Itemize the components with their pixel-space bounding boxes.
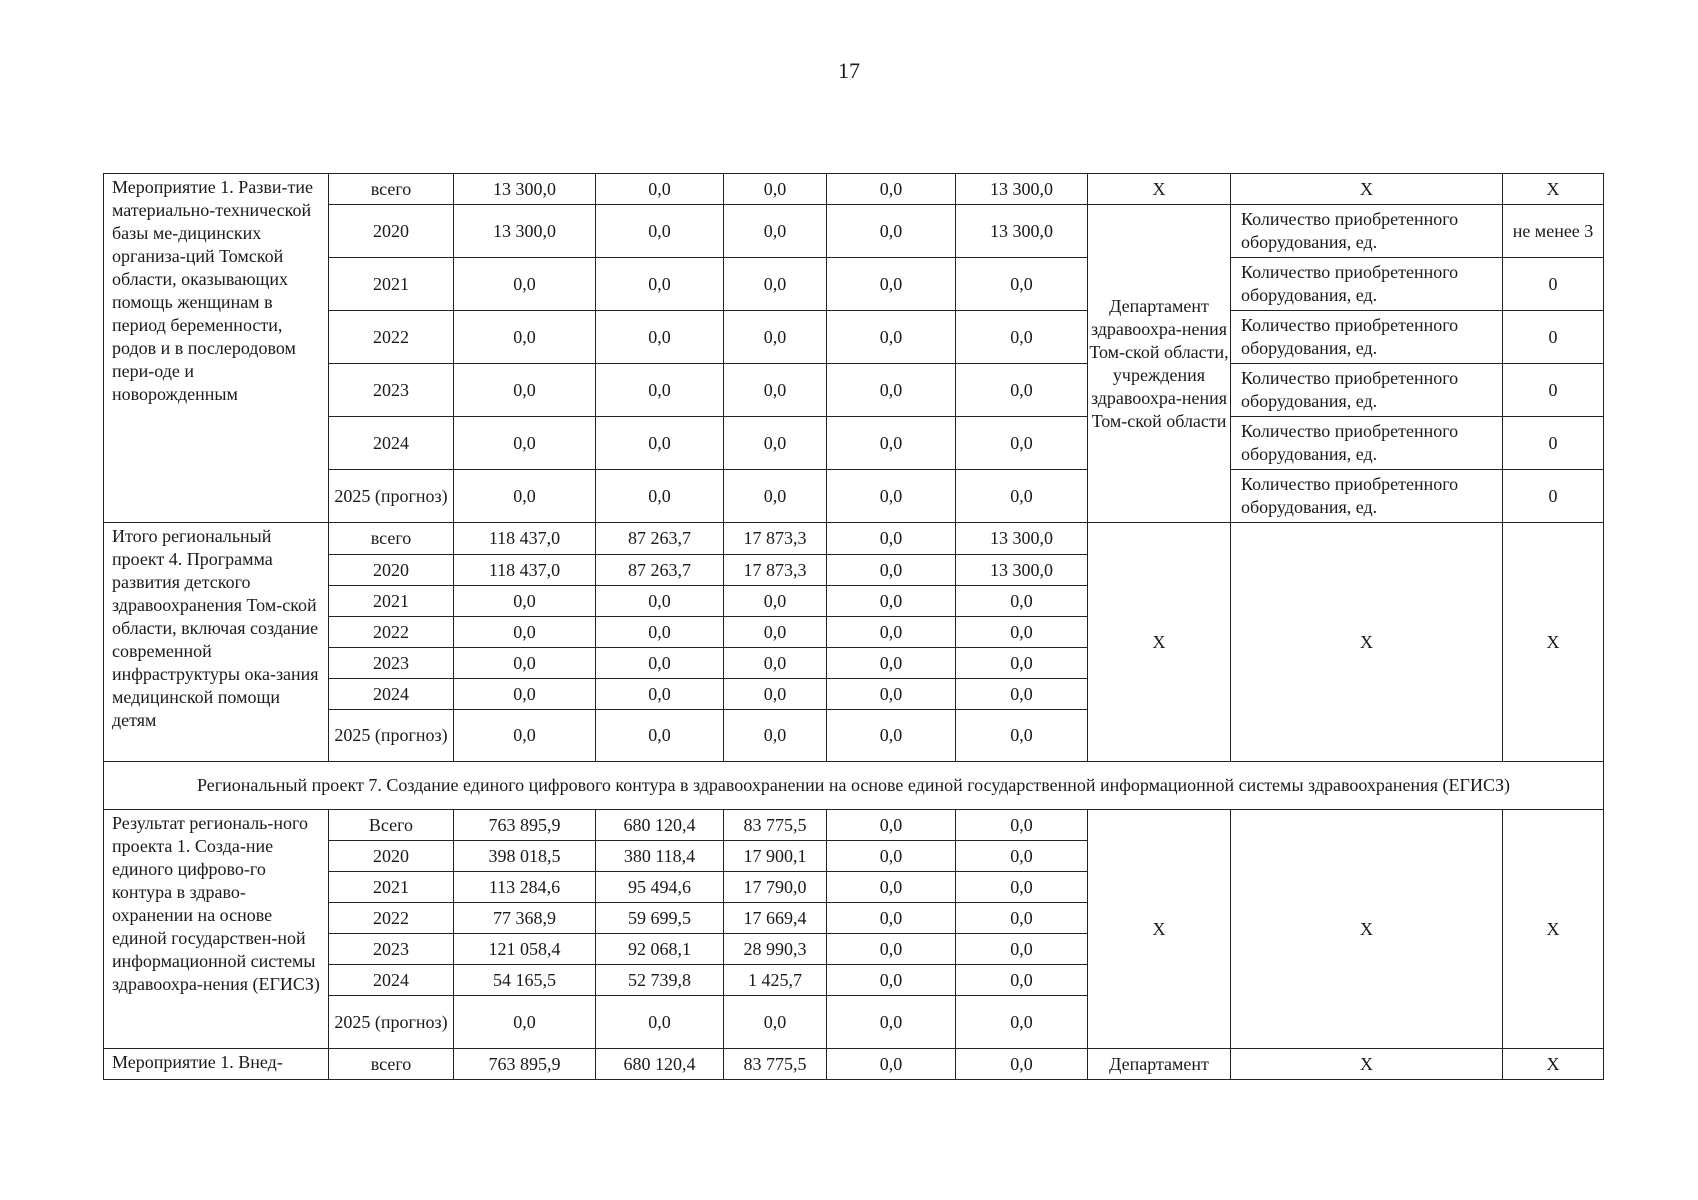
value-cell: 17 873,3	[724, 523, 827, 555]
value-cell: 0,0	[827, 617, 956, 648]
indicator-cell: X	[1231, 1049, 1503, 1080]
table-row	[104, 523, 1604, 555]
value-cell: 87 263,7	[596, 523, 724, 555]
value-cell: 0,0	[596, 586, 724, 617]
year-cell: 2021	[329, 258, 454, 311]
value-cell: 0,0	[454, 996, 596, 1049]
year-cell: всего	[329, 174, 454, 205]
value-cell: 0,0	[724, 617, 827, 648]
indicator-cell: Количество приобретенного оборудования, ед.	[1231, 311, 1503, 364]
page-number: 17	[838, 58, 860, 83]
value-cell: 17 790,0	[724, 872, 827, 903]
value-cell: 54 165,5	[454, 965, 596, 996]
value-cell: 113 284,6	[454, 872, 596, 903]
value-cell: 0,0	[956, 258, 1088, 311]
value-cell: 398 018,5	[454, 841, 596, 872]
year-cell: 2025 (прогноз)	[329, 996, 454, 1049]
value-cell: 118 437,0	[454, 555, 596, 586]
value-cell: 0,0	[454, 470, 596, 523]
value-cell: 0,0	[827, 648, 956, 679]
value-cell: 0,0	[827, 710, 956, 762]
value-cell: 0,0	[724, 417, 827, 470]
year-cell: 2023	[329, 648, 454, 679]
value-cell: 0,0	[596, 679, 724, 710]
year-cell: 2023	[329, 934, 454, 965]
value-cell: 0,0	[956, 617, 1088, 648]
indicator-cell: Количество приобретенного оборудования, ед.	[1231, 258, 1503, 311]
indicator-cell: Количество приобретенного оборудования, ед.	[1231, 417, 1503, 470]
executor-cell: X	[1088, 174, 1231, 205]
year-cell: всего	[329, 523, 454, 555]
value-cell: 0,0	[827, 1049, 956, 1080]
target-cell: X	[1503, 810, 1604, 1049]
value-cell: 0,0	[724, 648, 827, 679]
year-cell: 2025 (прогноз)	[329, 470, 454, 523]
value-cell: 59 699,5	[596, 903, 724, 934]
value-cell: 0,0	[956, 364, 1088, 417]
value-cell: 0,0	[956, 1049, 1088, 1080]
value-cell: 0,0	[596, 364, 724, 417]
value-cell: 0,0	[454, 311, 596, 364]
value-cell: 92 068,1	[596, 934, 724, 965]
value-cell: 0,0	[827, 810, 956, 841]
value-cell: 0,0	[827, 311, 956, 364]
value-cell: 0,0	[827, 555, 956, 586]
value-cell: 13 300,0	[956, 555, 1088, 586]
year-cell: 2024	[329, 417, 454, 470]
value-cell: 83 775,5	[724, 1049, 827, 1080]
target-cell: 0	[1503, 311, 1604, 364]
value-cell: 0,0	[827, 586, 956, 617]
year-cell: всего	[329, 1049, 454, 1080]
executor-cell: X	[1088, 523, 1231, 762]
value-cell: 0,0	[956, 841, 1088, 872]
value-cell: 0,0	[827, 470, 956, 523]
value-cell: 0,0	[596, 258, 724, 311]
value-cell: 0,0	[956, 934, 1088, 965]
indicator-cell: X	[1231, 174, 1503, 205]
program-table	[103, 173, 1604, 1080]
value-cell: 0,0	[454, 258, 596, 311]
value-cell: 118 437,0	[454, 523, 596, 555]
value-cell: 87 263,7	[596, 555, 724, 586]
value-cell: 0,0	[596, 205, 724, 258]
value-cell: 0,0	[454, 586, 596, 617]
value-cell: 0,0	[454, 648, 596, 679]
value-cell: 13 300,0	[454, 205, 596, 258]
value-cell: 0,0	[956, 470, 1088, 523]
table-row	[104, 258, 1604, 311]
value-cell: 1 425,7	[724, 965, 827, 996]
value-cell: 680 120,4	[596, 810, 724, 841]
value-cell: 0,0	[827, 364, 956, 417]
target-cell: 0	[1503, 470, 1604, 523]
value-cell: 0,0	[827, 903, 956, 934]
value-cell: 380 118,4	[596, 841, 724, 872]
table-row	[104, 470, 1604, 523]
value-cell: 17 669,4	[724, 903, 827, 934]
value-cell: 17 873,3	[724, 555, 827, 586]
value-cell: 0,0	[724, 311, 827, 364]
executor-cell: Департамент	[1088, 1049, 1231, 1080]
activity-name: Итого региональный проект 4. Программа развития детского здравоохранения Том-ской области, включая создание современной инфраструктуры ока-зания медицинской помощи детям	[104, 523, 329, 762]
value-cell: 0,0	[724, 258, 827, 311]
value-cell: 0,0	[827, 205, 956, 258]
value-cell: 0,0	[454, 710, 596, 762]
activity-name: Мероприятие 1. Внед-	[104, 1049, 329, 1080]
year-cell: 2023	[329, 364, 454, 417]
value-cell: 0,0	[454, 679, 596, 710]
value-cell: 0,0	[827, 523, 956, 555]
value-cell: 0,0	[956, 903, 1088, 934]
value-cell: 0,0	[956, 872, 1088, 903]
value-cell: 0,0	[724, 586, 827, 617]
year-cell: 2024	[329, 965, 454, 996]
value-cell: 0,0	[596, 174, 724, 205]
target-cell: 0	[1503, 258, 1604, 311]
year-cell: Всего	[329, 810, 454, 841]
indicator-cell: Количество приобретенного оборудования, ед.	[1231, 205, 1503, 258]
year-cell: 2022	[329, 903, 454, 934]
value-cell: 0,0	[596, 417, 724, 470]
value-cell: 0,0	[827, 174, 956, 205]
value-cell: 0,0	[956, 311, 1088, 364]
value-cell: 0,0	[956, 710, 1088, 762]
value-cell: 0,0	[596, 311, 724, 364]
value-cell: 13 300,0	[956, 523, 1088, 555]
indicator-cell: Количество приобретенного оборудования, ед.	[1231, 470, 1503, 523]
value-cell: 0,0	[827, 965, 956, 996]
value-cell: 0,0	[596, 470, 724, 523]
year-cell: 2024	[329, 679, 454, 710]
value-cell: 0,0	[724, 174, 827, 205]
target-cell: 0	[1503, 364, 1604, 417]
value-cell: 0,0	[827, 934, 956, 965]
year-cell: 2020	[329, 205, 454, 258]
value-cell: 0,0	[827, 996, 956, 1049]
target-cell: X	[1503, 174, 1604, 205]
year-cell: 2021	[329, 586, 454, 617]
value-cell: 0,0	[724, 710, 827, 762]
target-cell: не менее 3	[1503, 205, 1604, 258]
target-cell: X	[1503, 523, 1604, 762]
indicator-cell: Количество приобретенного оборудования, ед.	[1231, 364, 1503, 417]
value-cell: 0,0	[956, 417, 1088, 470]
value-cell: 0,0	[724, 364, 827, 417]
value-cell: 52 739,8	[596, 965, 724, 996]
year-cell: 2025 (прогноз)	[329, 710, 454, 762]
value-cell: 0,0	[724, 679, 827, 710]
value-cell: 0,0	[596, 996, 724, 1049]
activity-name: Результат региональ-ного проекта 1. Созда-ние единого цифрово-го контура в здраво-охранении на основе единой государствен-ной информационной системы здравоохра-нения (ЕГИСЗ)	[104, 810, 329, 1049]
value-cell: 17 900,1	[724, 841, 827, 872]
value-cell: 13 300,0	[956, 174, 1088, 205]
activity-name: Мероприятие 1. Разви-тие материально-технической базы ме-дицинских организа-ций Томской области, оказывающих помощь женщинам в период беременности, родов и в послеродовом пери-оде и новорожденным	[104, 174, 329, 523]
year-cell: 2022	[329, 617, 454, 648]
value-cell: 0,0	[827, 841, 956, 872]
value-cell: 0,0	[956, 586, 1088, 617]
value-cell: 0,0	[596, 617, 724, 648]
value-cell: 77 368,9	[454, 903, 596, 934]
value-cell: 0,0	[454, 617, 596, 648]
executor-cell: Департамент здравоохра-нения Том-ской области, учреждения здравоохра-нения Том-ской области	[1088, 205, 1231, 523]
value-cell: 13 300,0	[454, 174, 596, 205]
value-cell: 0,0	[454, 417, 596, 470]
value-cell: 0,0	[956, 648, 1088, 679]
table-row	[104, 810, 1604, 841]
value-cell: 0,0	[956, 965, 1088, 996]
table-row	[104, 205, 1604, 258]
year-cell: 2020	[329, 841, 454, 872]
section-title: Региональный проект 7. Создание единого цифрового контура в здравоохранении на основе единой государственной информационной системы здравоохранения (ЕГИСЗ)	[104, 762, 1604, 810]
target-cell: X	[1503, 1049, 1604, 1080]
value-cell: 0,0	[596, 648, 724, 679]
value-cell: 13 300,0	[956, 205, 1088, 258]
value-cell: 680 120,4	[596, 1049, 724, 1080]
value-cell: 0,0	[724, 205, 827, 258]
indicator-cell: X	[1231, 810, 1503, 1049]
table-row	[104, 364, 1604, 417]
value-cell: 0,0	[827, 417, 956, 470]
target-cell: 0	[1503, 417, 1604, 470]
value-cell: 121 058,4	[454, 934, 596, 965]
value-cell: 0,0	[724, 996, 827, 1049]
year-cell: 2020	[329, 555, 454, 586]
table-row	[104, 1049, 1604, 1080]
value-cell: 0,0	[956, 996, 1088, 1049]
table-row	[104, 417, 1604, 470]
value-cell: 763 895,9	[454, 1049, 596, 1080]
value-cell: 83 775,5	[724, 810, 827, 841]
table-row	[104, 311, 1604, 364]
indicator-cell: X	[1231, 523, 1503, 762]
value-cell: 28 990,3	[724, 934, 827, 965]
value-cell: 0,0	[724, 470, 827, 523]
table-row	[104, 174, 1604, 205]
value-cell: 0,0	[827, 679, 956, 710]
year-cell: 2022	[329, 311, 454, 364]
value-cell: 0,0	[596, 710, 724, 762]
value-cell: 95 494,6	[596, 872, 724, 903]
executor-cell: X	[1088, 810, 1231, 1049]
value-cell: 0,0	[956, 679, 1088, 710]
value-cell: 0,0	[827, 258, 956, 311]
value-cell: 0,0	[454, 364, 596, 417]
value-cell: 763 895,9	[454, 810, 596, 841]
year-cell: 2021	[329, 872, 454, 903]
value-cell: 0,0	[956, 810, 1088, 841]
table-row	[104, 762, 1604, 810]
value-cell: 0,0	[827, 872, 956, 903]
